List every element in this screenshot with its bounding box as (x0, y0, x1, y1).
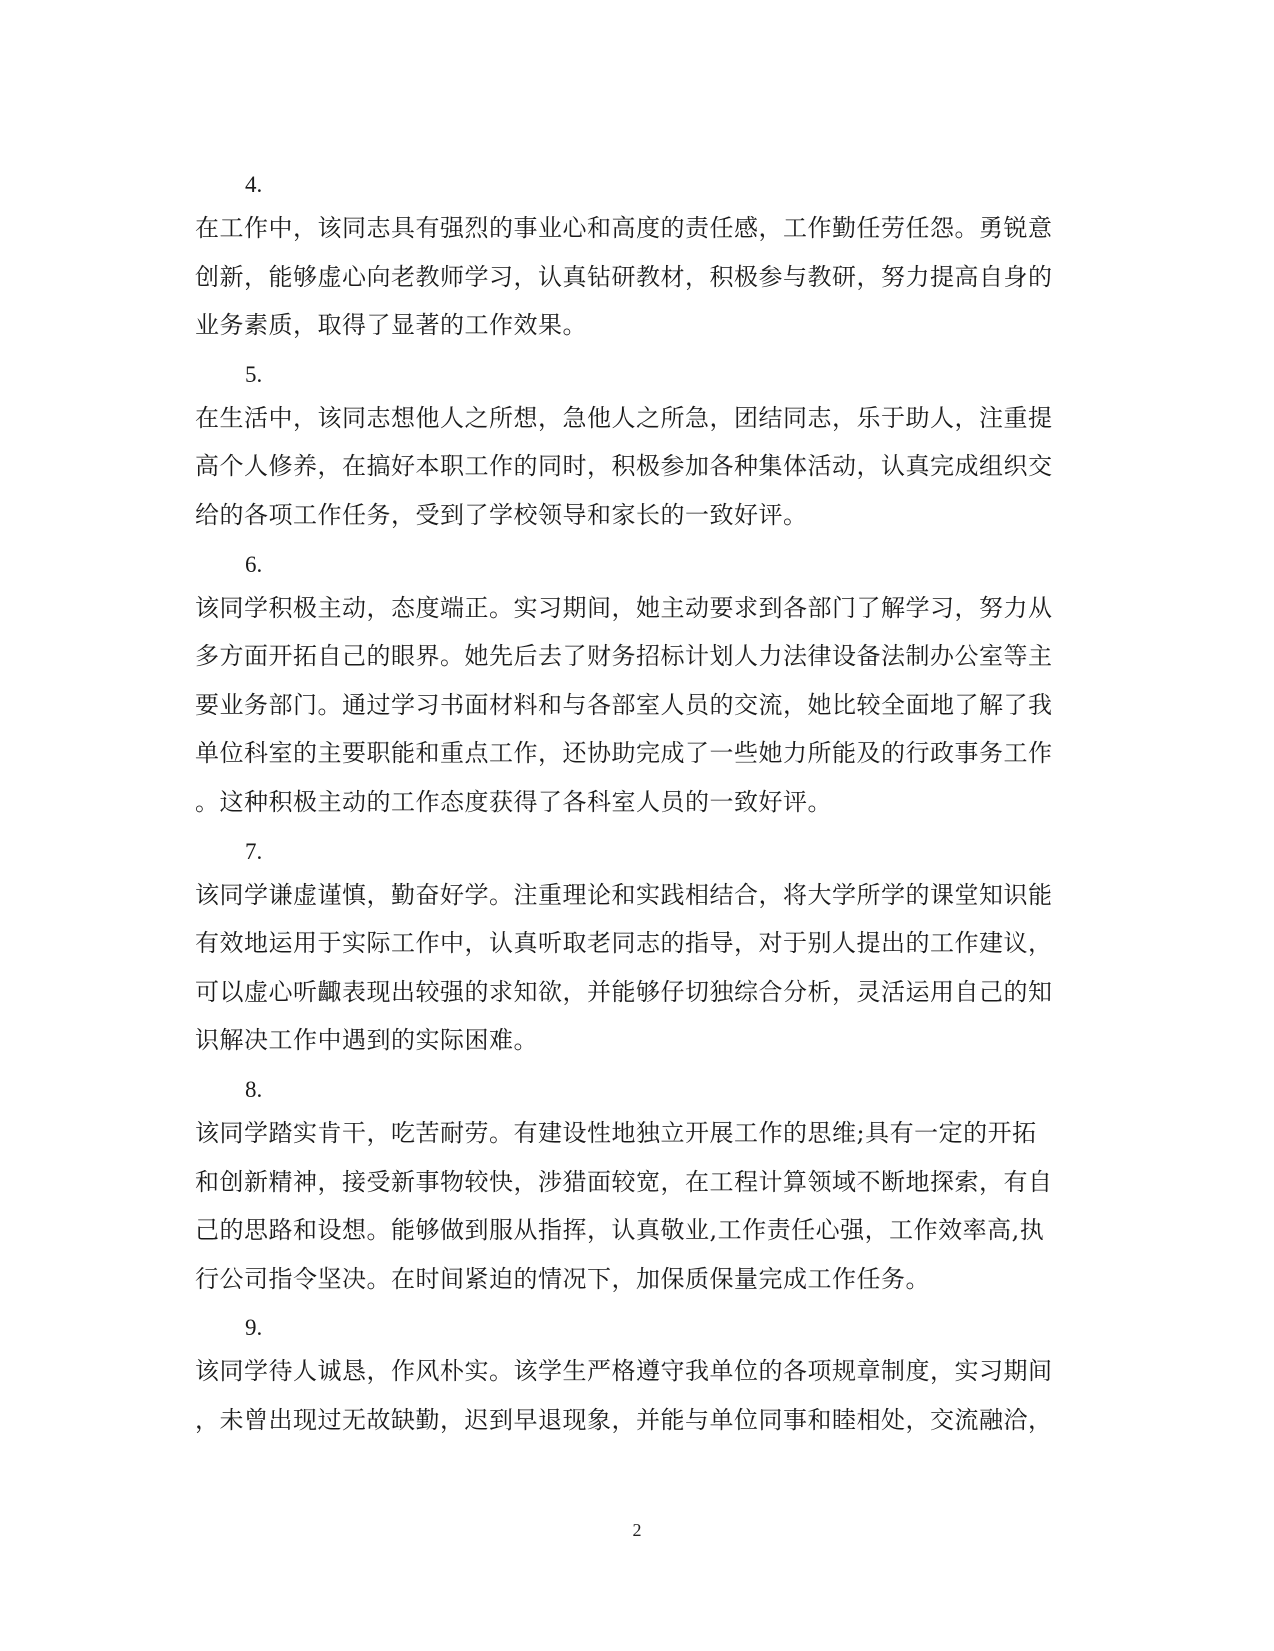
section-number: 4. (245, 172, 263, 197)
section-number: 6. (245, 551, 263, 577)
document-body (195, 166, 1075, 1450)
section-paragraph: 该同学积极主动，态度端正。实习期间，她主动要求到各部门了解学习，努力从 多方面开拓自己的眼界。她先后去了财务招标计划人力法律设备法制办公室等主 要业务部门。通过学习书面材料和与各部室人员的交流，她比较全面地了解了我 单位科室的主要职能和重点工作，还协助完成了一些她力所能及的行政事务工作 。这种积极主动的工作态度获得了各科室人员的一致好评。 (195, 593, 1053, 816)
section-number: 9. (245, 1315, 263, 1341)
section-number: 8. (245, 1076, 263, 1102)
section-number: 5. (245, 361, 263, 387)
section-paragraph: 在工作中，该同志具有强烈的事业心和高度的责任感，工作勤任劳任怨。勇锐意 创新，能够虚心向老教师学习，认真钻研教材，积极参与教研，努力提高自身的 业务素质，取得了显著的工作效果。 (195, 214, 1053, 340)
section-paragraph: 该同学踏实肯干，吃苦耐劳。有建设性地独立开展工作的思维;具有一定的开拓 和创新精神，接受新事物较快，涉猎面较宽，在工程计算领域不断地探索，有自 己的思路和设想。能够做到服从指挥，认真敬业,工作责任心强，工作效率高,执 行公司指令坚决。在时间紧迫的情况下，加保质保量完成工作任务。 (195, 1118, 1053, 1293)
page-number: 2 (632, 1520, 642, 1540)
section-paragraph: 该同学待人诚恳，作风朴实。该学生严格遵守我单位的各项规章制度，实习期间 ，未曾出现过无故缺勤，迟到早退现象，并能与单位同事和睦相处，交流融洽， (195, 1357, 1053, 1434)
section-number: 7. (245, 838, 263, 864)
section-paragraph: 在生活中，该同志想他人之所想，急他人之所急，团结同志，乐于助人，注重提 高个人修养，在搞好本职工作的同时，积极参加各种集体活动，认真完成组织交 给的各项工作任务，受到了学校领导和家长的一致好评。 (195, 403, 1053, 529)
section-paragraph: 该同学谦虚谨慎，勤奋好学。注重理论和实践相结合，将大学所学的课堂知识能 有效地运用于实际工作中，认真听取老同志的指导，对于别人提出的工作建议， 可以虚心听齱表现出较强的求知欲，并能够仔切独综合分析，灵活运用自己的知 识解决工作中遇到的实际困难。 (195, 880, 1053, 1055)
